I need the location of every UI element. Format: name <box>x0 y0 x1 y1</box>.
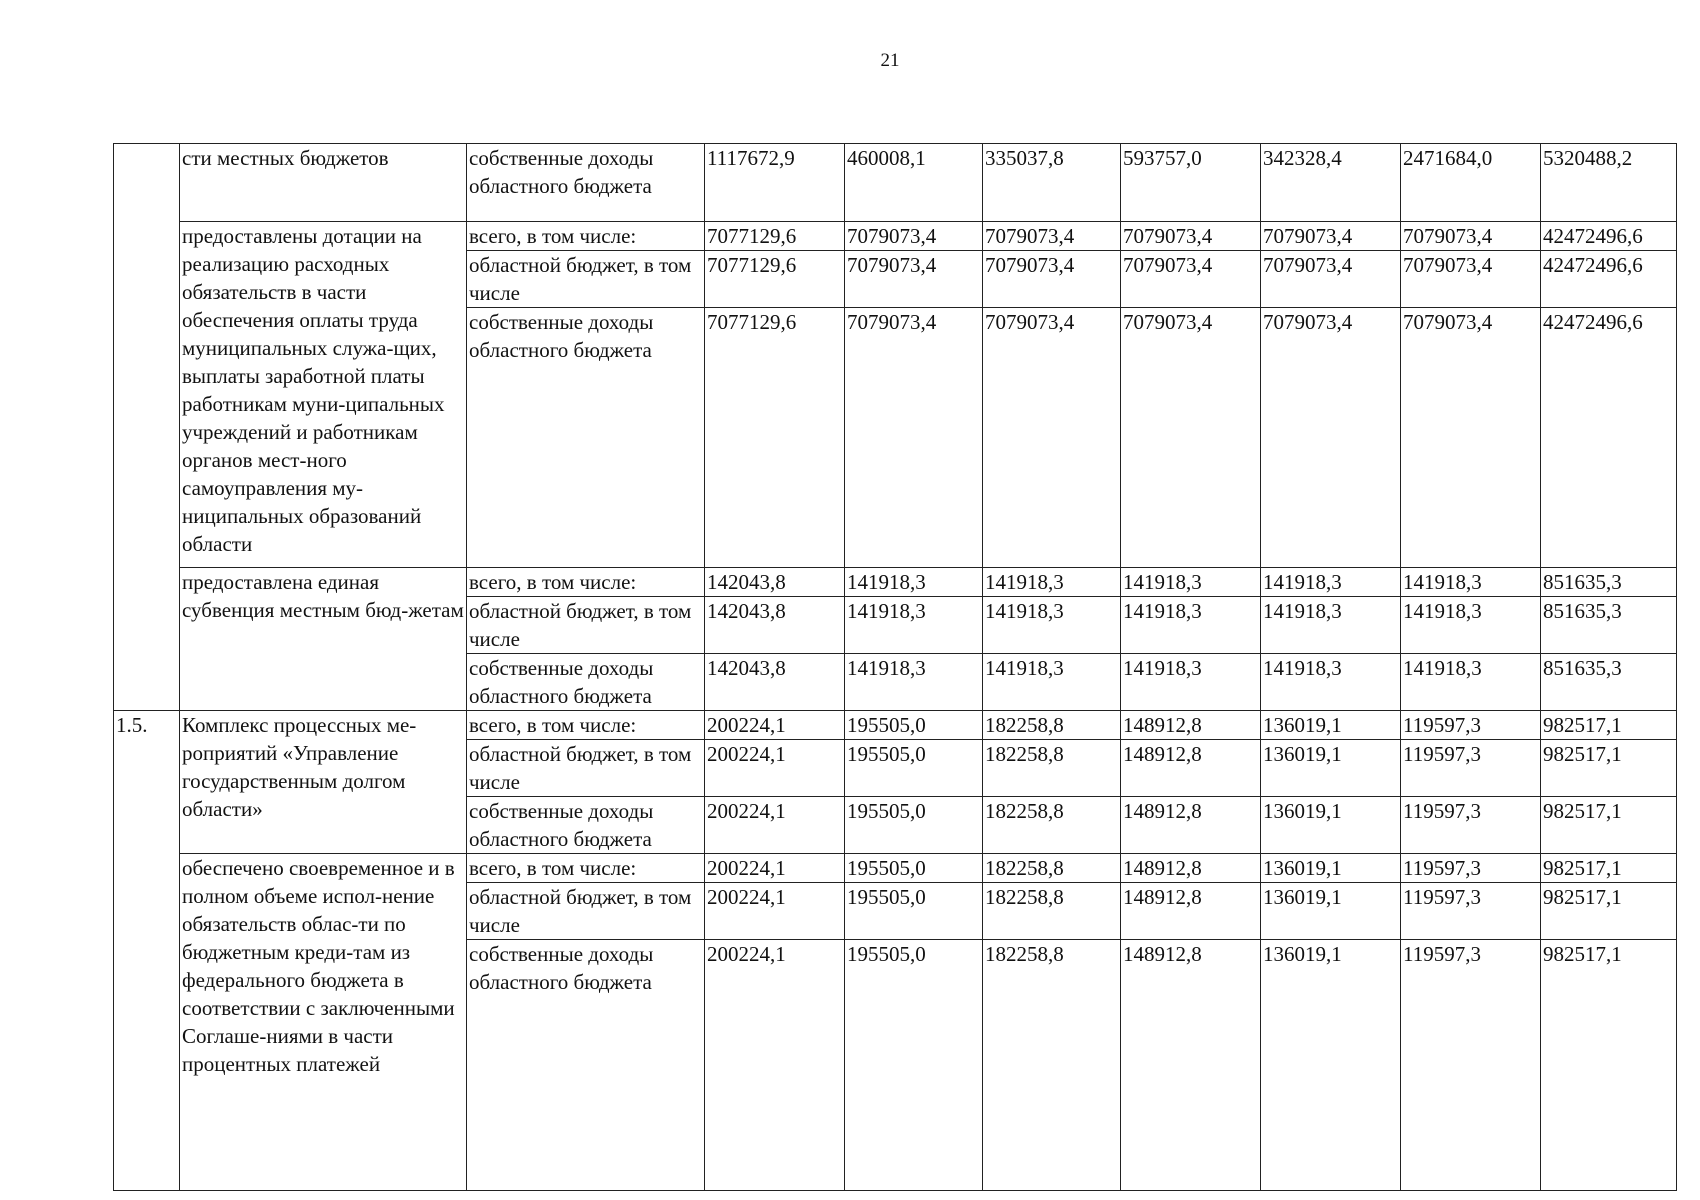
value-year-5: 136019,1 <box>1261 854 1401 883</box>
value-year-4: 7079073,4 <box>1121 308 1261 568</box>
value-year-3: 182258,8 <box>983 940 1121 1191</box>
value-total: 42472496,6 <box>1541 251 1677 308</box>
value-year-1: 7077129,6 <box>705 251 845 308</box>
value-year-3: 182258,8 <box>983 854 1121 883</box>
table-body <box>114 144 1677 1191</box>
value-year-1: 1117672,9 <box>705 144 845 222</box>
budget-table <box>113 143 1677 1191</box>
value-year-2: 195505,0 <box>845 854 983 883</box>
measure-name: обеспечено своевременное и в полном объеме испол-нение обязательств облас-ти по бюджетным креди-там из федерального бюджета в соответствии с заключенными Соглаше-ниями в части процентных платежей <box>180 854 467 1191</box>
value-total: 42472496,6 <box>1541 222 1677 251</box>
value-year-6: 119597,3 <box>1401 797 1541 854</box>
funding-source: собственные доходы областного бюджета <box>467 308 705 568</box>
value-year-5: 7079073,4 <box>1261 222 1401 251</box>
value-year-2: 460008,1 <box>845 144 983 222</box>
value-total: 982517,1 <box>1541 883 1677 940</box>
value-year-6: 7079073,4 <box>1401 251 1541 308</box>
value-year-3: 182258,8 <box>983 711 1121 740</box>
value-year-2: 195505,0 <box>845 740 983 797</box>
value-year-3: 7079073,4 <box>983 308 1121 568</box>
value-total: 982517,1 <box>1541 854 1677 883</box>
value-year-2: 195505,0 <box>845 711 983 740</box>
funding-source: всего, в том числе: <box>467 222 705 251</box>
funding-source: областной бюджет, в том числе <box>467 740 705 797</box>
funding-source: собственные доходы областного бюджета <box>467 654 705 711</box>
table-row <box>114 144 1677 222</box>
row-number: 1.5. <box>114 711 180 1191</box>
value-year-4: 148912,8 <box>1121 797 1261 854</box>
funding-source: всего, в том числе: <box>467 711 705 740</box>
value-year-3: 335037,8 <box>983 144 1121 222</box>
value-year-3: 7079073,4 <box>983 222 1121 251</box>
value-year-5: 141918,3 <box>1261 597 1401 654</box>
value-year-6: 119597,3 <box>1401 883 1541 940</box>
value-year-5: 141918,3 <box>1261 568 1401 597</box>
value-year-1: 7077129,6 <box>705 222 845 251</box>
value-year-4: 148912,8 <box>1121 740 1261 797</box>
value-year-4: 141918,3 <box>1121 568 1261 597</box>
value-year-6: 141918,3 <box>1401 568 1541 597</box>
value-year-6: 2471684,0 <box>1401 144 1541 222</box>
value-year-5: 342328,4 <box>1261 144 1401 222</box>
funding-source: областной бюджет, в том числе <box>467 251 705 308</box>
value-year-1: 142043,8 <box>705 654 845 711</box>
value-year-1: 7077129,6 <box>705 308 845 568</box>
value-year-1: 200224,1 <box>705 711 845 740</box>
table-row <box>114 222 1677 251</box>
page-number: 21 <box>880 50 900 71</box>
funding-source: собственные доходы областного бюджета <box>467 797 705 854</box>
value-year-4: 593757,0 <box>1121 144 1261 222</box>
value-year-3: 182258,8 <box>983 797 1121 854</box>
value-year-4: 7079073,4 <box>1121 222 1261 251</box>
measure-name: предоставлена единая субвенция местным бюд-жетам <box>180 568 467 711</box>
value-total: 851635,3 <box>1541 597 1677 654</box>
value-year-6: 119597,3 <box>1401 940 1541 1191</box>
value-total: 982517,1 <box>1541 797 1677 854</box>
funding-source: собственные доходы областного бюджета <box>467 144 705 222</box>
value-year-5: 7079073,4 <box>1261 308 1401 568</box>
value-year-4: 7079073,4 <box>1121 251 1261 308</box>
value-year-5: 136019,1 <box>1261 740 1401 797</box>
value-year-5: 136019,1 <box>1261 797 1401 854</box>
value-year-1: 200224,1 <box>705 940 845 1191</box>
measure-name: Комплекс процессных ме-роприятий «Управление государственным долгом области» <box>180 711 467 854</box>
value-year-2: 7079073,4 <box>845 308 983 568</box>
value-year-5: 141918,3 <box>1261 654 1401 711</box>
value-year-6: 119597,3 <box>1401 854 1541 883</box>
table-row <box>114 711 1677 740</box>
value-year-2: 195505,0 <box>845 883 983 940</box>
value-year-4: 148912,8 <box>1121 854 1261 883</box>
value-year-2: 141918,3 <box>845 568 983 597</box>
value-year-4: 148912,8 <box>1121 940 1261 1191</box>
value-year-2: 195505,0 <box>845 797 983 854</box>
funding-source: всего, в том числе: <box>467 568 705 597</box>
value-year-6: 7079073,4 <box>1401 308 1541 568</box>
value-year-6: 119597,3 <box>1401 740 1541 797</box>
value-year-5: 7079073,4 <box>1261 251 1401 308</box>
value-year-4: 148912,8 <box>1121 883 1261 940</box>
funding-source: областной бюджет, в том числе <box>467 883 705 940</box>
value-year-2: 195505,0 <box>845 940 983 1191</box>
value-year-6: 7079073,4 <box>1401 222 1541 251</box>
funding-source: собственные доходы областного бюджета <box>467 940 705 1191</box>
value-year-5: 136019,1 <box>1261 711 1401 740</box>
value-year-5: 136019,1 <box>1261 883 1401 940</box>
value-year-6: 141918,3 <box>1401 654 1541 711</box>
table-row <box>114 568 1677 597</box>
value-year-5: 136019,1 <box>1261 940 1401 1191</box>
value-total: 42472496,6 <box>1541 308 1677 568</box>
value-year-1: 200224,1 <box>705 883 845 940</box>
value-total: 982517,1 <box>1541 711 1677 740</box>
value-year-2: 7079073,4 <box>845 251 983 308</box>
value-year-4: 148912,8 <box>1121 711 1261 740</box>
value-year-3: 141918,3 <box>983 654 1121 711</box>
value-total: 982517,1 <box>1541 740 1677 797</box>
value-total: 5320488,2 <box>1541 144 1677 222</box>
value-year-1: 200224,1 <box>705 797 845 854</box>
value-year-1: 142043,8 <box>705 597 845 654</box>
value-year-3: 182258,8 <box>983 883 1121 940</box>
value-year-2: 141918,3 <box>845 597 983 654</box>
value-year-3: 7079073,4 <box>983 251 1121 308</box>
value-year-6: 119597,3 <box>1401 711 1541 740</box>
value-total: 851635,3 <box>1541 654 1677 711</box>
value-year-1: 200224,1 <box>705 740 845 797</box>
value-year-4: 141918,3 <box>1121 654 1261 711</box>
value-year-3: 141918,3 <box>983 597 1121 654</box>
row-number <box>114 144 180 711</box>
value-year-2: 141918,3 <box>845 654 983 711</box>
value-total: 851635,3 <box>1541 568 1677 597</box>
funding-source: областной бюджет, в том числе <box>467 597 705 654</box>
value-year-4: 141918,3 <box>1121 597 1261 654</box>
value-total: 982517,1 <box>1541 940 1677 1191</box>
measure-name: предоставлены дотации на реализацию расходных обязательств в части обеспечения оплаты труда муниципальных служа-щих, выплаты заработной платы работникам муни-ципальных учреждений и работникам органов мест-ного самоуправления му-ниципальных образований области <box>180 222 467 568</box>
table-row <box>114 854 1677 883</box>
value-year-3: 182258,8 <box>983 740 1121 797</box>
value-year-3: 141918,3 <box>983 568 1121 597</box>
value-year-2: 7079073,4 <box>845 222 983 251</box>
funding-source: всего, в том числе: <box>467 854 705 883</box>
value-year-6: 141918,3 <box>1401 597 1541 654</box>
value-year-1: 200224,1 <box>705 854 845 883</box>
measure-name: сти местных бюджетов <box>180 144 467 222</box>
value-year-1: 142043,8 <box>705 568 845 597</box>
